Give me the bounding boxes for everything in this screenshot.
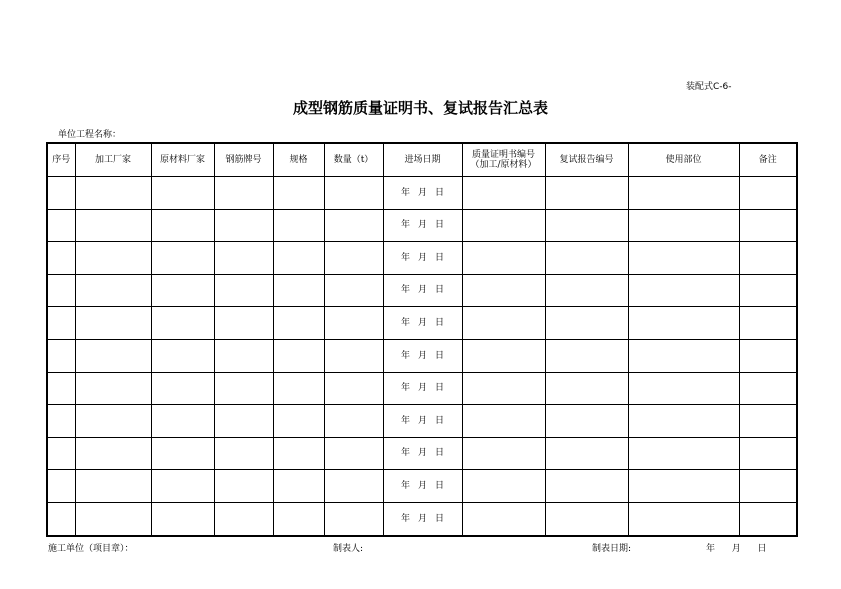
date-month: 月: [417, 318, 427, 328]
cell-raw-maker: [151, 242, 214, 275]
cell-entry-date: [383, 437, 462, 470]
cell-cert-no: [462, 209, 545, 242]
cell-raw-maker: [151, 470, 214, 503]
cell-spec: [273, 209, 324, 242]
date-day: 日: [435, 220, 445, 231]
form-code: 装配式C-6-: [686, 82, 732, 92]
cell-seq: [47, 405, 75, 438]
date-day: 日: [435, 383, 445, 394]
cell-usage: [628, 242, 739, 275]
cell-quantity: [324, 209, 383, 242]
cell-spec: [273, 307, 324, 340]
cell-entry-date: [383, 177, 462, 210]
cell-quantity: [324, 470, 383, 503]
summary-table: [46, 142, 798, 537]
header-processor: 加工厂家: [75, 143, 151, 177]
cell-cert-no: [462, 307, 545, 340]
cell-usage: [628, 339, 739, 372]
date-month: 月: [417, 448, 427, 459]
cell-retest-no: [545, 372, 628, 405]
table-row: [47, 177, 797, 210]
cell-spec: [273, 242, 324, 275]
cell-entry-date: [383, 307, 462, 340]
prep-date-year: 年: [706, 544, 716, 554]
cell-quantity: [324, 372, 383, 405]
cell-retest-no: [545, 274, 628, 307]
cell-cert-no: [462, 339, 545, 372]
cell-cert-no: [462, 437, 545, 470]
cell-remark: [739, 339, 797, 372]
date-year: 年: [400, 383, 410, 394]
date-month: 月: [417, 220, 427, 231]
cell-seq: [47, 177, 75, 210]
table-row: [47, 339, 797, 372]
date-month: 月: [417, 252, 427, 263]
cell-quantity: [324, 307, 383, 340]
cell-usage: [628, 437, 739, 470]
cell-entry-date: [383, 502, 462, 535]
date-year: 年: [400, 318, 410, 328]
cell-remark: [739, 372, 797, 405]
cell-seq: [47, 470, 75, 503]
cell-retest-no: [545, 242, 628, 275]
cell-grade: [214, 242, 273, 275]
cell-retest-no: [545, 470, 628, 503]
table-row: [47, 502, 797, 535]
cell-usage: [628, 372, 739, 405]
header-cert-no-line2: （加工/原材料）: [470, 160, 537, 170]
table-row: [47, 470, 797, 503]
prep-date-day: 日: [757, 544, 767, 554]
cell-quantity: [324, 177, 383, 210]
cell-entry-date: [383, 470, 462, 503]
date-day: 日: [435, 480, 445, 491]
prep-date-label: 制表日期:: [592, 544, 632, 554]
date-year: 年: [400, 448, 410, 459]
cell-entry-date: [383, 339, 462, 372]
date-year: 年: [400, 252, 410, 263]
header-usage: 使用部位: [628, 143, 739, 177]
cell-grade: [214, 274, 273, 307]
table-header-row: [47, 143, 797, 177]
cell-retest-no: [545, 502, 628, 535]
cell-retest-no: [545, 437, 628, 470]
date-month: 月: [417, 513, 427, 524]
cell-usage: [628, 470, 739, 503]
date-year: 年: [400, 513, 410, 524]
cell-processor: [75, 339, 151, 372]
table-row: [47, 307, 797, 340]
cell-raw-maker: [151, 274, 214, 307]
cell-remark: [739, 274, 797, 307]
cell-retest-no: [545, 177, 628, 210]
page-title: 成型钢筋质量证明书、复试报告汇总表: [292, 99, 548, 117]
date-year: 年: [400, 415, 410, 426]
date-year: 年: [400, 220, 410, 231]
cell-spec: [273, 274, 324, 307]
cell-grade: [214, 437, 273, 470]
cell-raw-maker: [151, 177, 214, 210]
cell-cert-no: [462, 405, 545, 438]
date-year: 年: [400, 187, 410, 198]
cell-processor: [75, 437, 151, 470]
cell-usage: [628, 502, 739, 535]
date-month: 月: [417, 480, 427, 491]
cell-retest-no: [545, 405, 628, 438]
cell-seq: [47, 307, 75, 340]
cell-seq: [47, 502, 75, 535]
cell-usage: [628, 209, 739, 242]
cell-retest-no: [545, 307, 628, 340]
cell-entry-date: [383, 209, 462, 242]
date-month: 月: [417, 187, 427, 198]
preparer-label: 制表人:: [333, 544, 364, 554]
cell-usage: [628, 307, 739, 340]
prep-date-month: 月: [731, 544, 741, 554]
cell-processor: [75, 372, 151, 405]
cell-spec: [273, 470, 324, 503]
cell-entry-date: [383, 405, 462, 438]
date-year: 年: [400, 480, 410, 491]
cell-grade: [214, 177, 273, 210]
cell-remark: [739, 177, 797, 210]
date-day: 日: [435, 285, 445, 296]
cell-seq: [47, 274, 75, 307]
cell-quantity: [324, 502, 383, 535]
date-month: 月: [417, 285, 427, 296]
cell-grade: [214, 209, 273, 242]
cell-remark: [739, 405, 797, 438]
cell-quantity: [324, 405, 383, 438]
cell-processor: [75, 274, 151, 307]
cell-grade: [214, 405, 273, 438]
cell-raw-maker: [151, 339, 214, 372]
cell-spec: [273, 405, 324, 438]
cell-cert-no: [462, 502, 545, 535]
table-row: [47, 209, 797, 242]
cell-processor: [75, 177, 151, 210]
date-day: 日: [435, 318, 445, 328]
date-year: 年: [400, 285, 410, 296]
cell-processor: [75, 242, 151, 275]
table-row: [47, 437, 797, 470]
cell-spec: [273, 437, 324, 470]
cell-quantity: [324, 242, 383, 275]
table-row: [47, 274, 797, 307]
cell-grade: [214, 470, 273, 503]
cell-raw-maker: [151, 502, 214, 535]
date-day: 日: [435, 513, 445, 524]
cell-processor: [75, 470, 151, 503]
cell-entry-date: [383, 372, 462, 405]
date-month: 月: [417, 350, 427, 361]
header-cert-no-line1: 质量证明书编号: [471, 149, 535, 160]
cell-seq: [47, 209, 75, 242]
date-day: 日: [435, 252, 445, 263]
cell-cert-no: [462, 274, 545, 307]
prep-date-value: [706, 541, 767, 554]
cell-entry-date: [383, 274, 462, 307]
cell-grade: [214, 502, 273, 535]
header-quantity: 数量（t）: [324, 143, 383, 177]
cell-entry-date: [383, 242, 462, 275]
date-day: 日: [435, 187, 445, 198]
cell-processor: [75, 307, 151, 340]
date-month: 月: [417, 383, 427, 394]
cell-grade: [214, 372, 273, 405]
cell-remark: [739, 470, 797, 503]
cell-remark: [739, 242, 797, 275]
header-entry-date: 进场日期: [383, 143, 462, 177]
header-remark: 备注: [739, 143, 797, 177]
cell-spec: [273, 339, 324, 372]
cell-cert-no: [462, 177, 545, 210]
cell-remark: [739, 502, 797, 535]
cell-usage: [628, 177, 739, 210]
header-retest-no: 复试报告编号: [545, 143, 628, 177]
cell-processor: [75, 502, 151, 535]
cell-raw-maker: [151, 372, 214, 405]
cell-cert-no: [462, 242, 545, 275]
cell-cert-no: [462, 470, 545, 503]
date-day: 日: [435, 448, 445, 459]
cell-remark: [739, 437, 797, 470]
header-seq: 序号: [47, 143, 75, 177]
table-row: [47, 372, 797, 405]
cell-spec: [273, 372, 324, 405]
table-row: [47, 242, 797, 275]
cell-retest-no: [545, 339, 628, 372]
cell-quantity: [324, 339, 383, 372]
construction-unit-label: 施工单位（项目章）：: [48, 544, 134, 554]
table-row: [47, 405, 797, 438]
cell-seq: [47, 242, 75, 275]
cell-processor: [75, 209, 151, 242]
cell-seq: [47, 372, 75, 405]
cell-raw-maker: [151, 307, 214, 340]
date-day: 日: [435, 415, 445, 426]
header-grade: 钢筋牌号: [214, 143, 273, 177]
cell-seq: [47, 437, 75, 470]
header-spec: 规格: [273, 143, 324, 177]
cell-retest-no: [545, 209, 628, 242]
cell-quantity: [324, 437, 383, 470]
header-cert-no: [462, 143, 545, 177]
header-raw-maker: 原材料厂家: [151, 143, 214, 177]
date-year: 年: [400, 350, 410, 361]
cell-spec: [273, 177, 324, 210]
cell-raw-maker: [151, 209, 214, 242]
cell-remark: [739, 209, 797, 242]
cell-usage: [628, 274, 739, 307]
cell-spec: [273, 502, 324, 535]
cell-quantity: [324, 274, 383, 307]
cell-grade: [214, 307, 273, 340]
cell-grade: [214, 339, 273, 372]
date-day: 日: [435, 350, 445, 361]
cell-raw-maker: [151, 405, 214, 438]
project-name-label: 单位工程名称：: [58, 130, 122, 140]
date-month: 月: [417, 415, 427, 426]
cell-usage: [628, 405, 739, 438]
cell-remark: [739, 307, 797, 340]
cell-raw-maker: [151, 437, 214, 470]
cell-seq: [47, 339, 75, 372]
cell-cert-no: [462, 372, 545, 405]
cell-processor: [75, 405, 151, 438]
